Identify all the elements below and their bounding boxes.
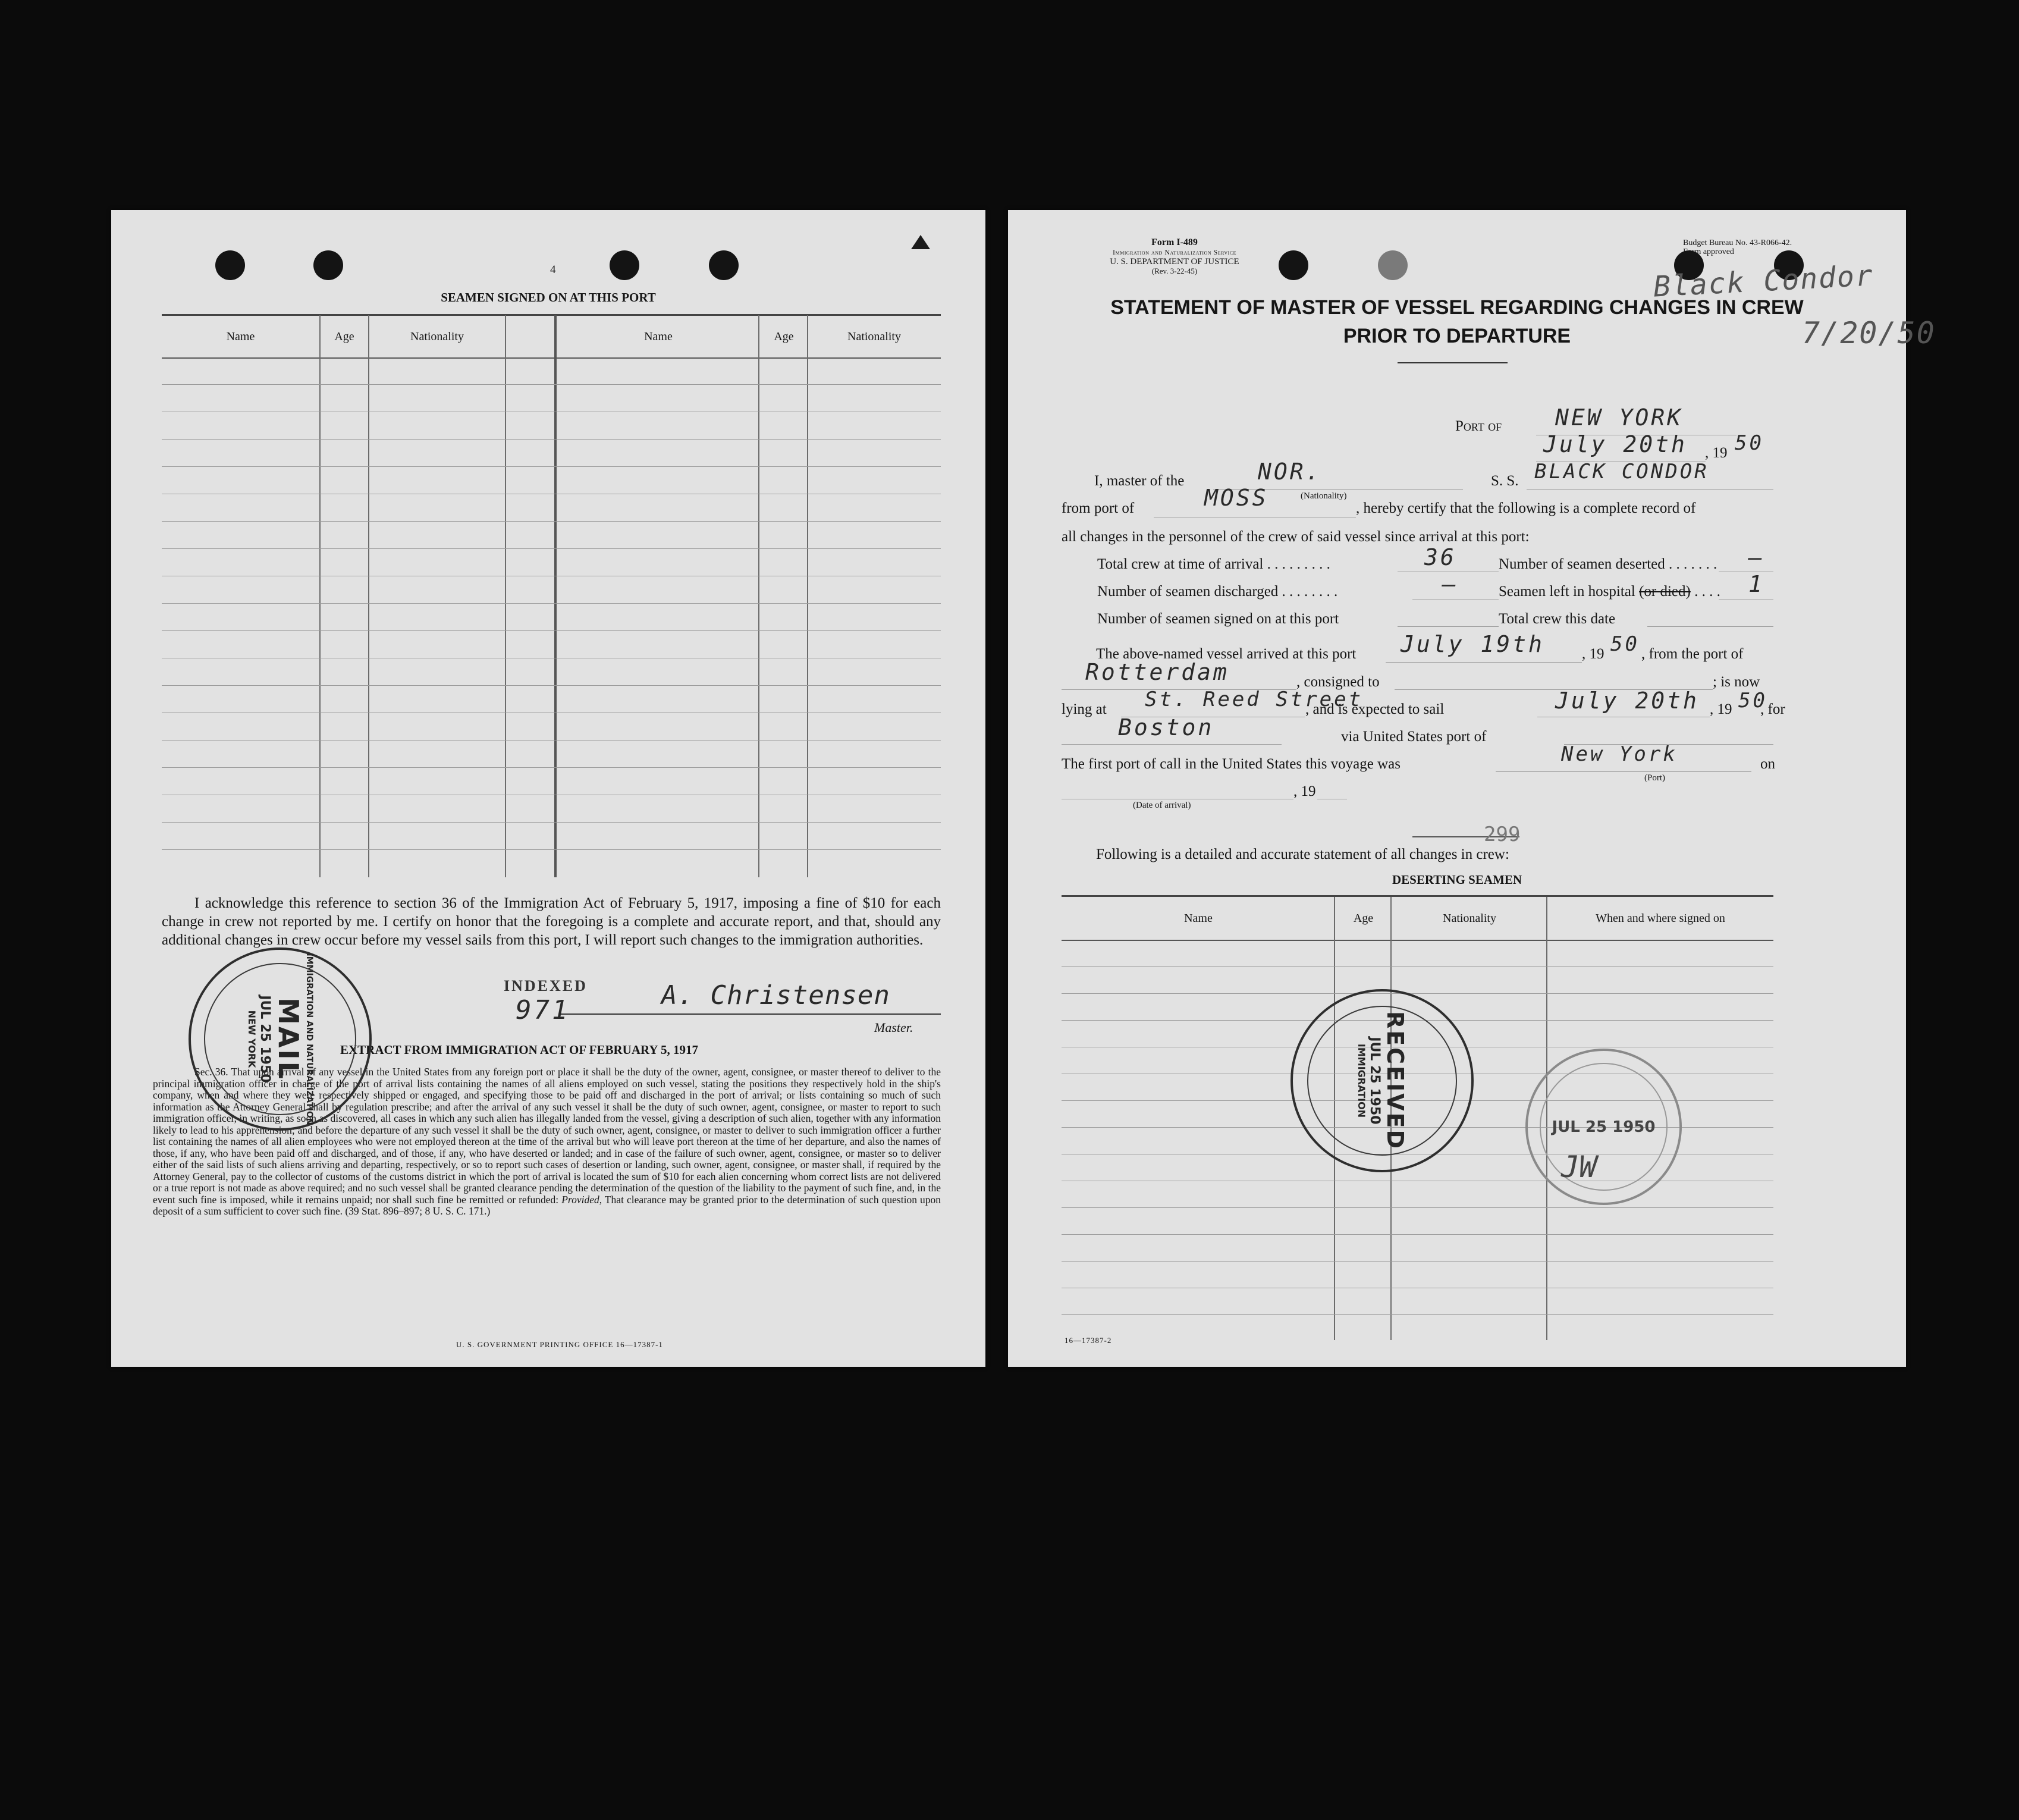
stamp-text: JUL 25 1950 (258, 995, 272, 1083)
margin-note-vessel: Black Condor (1652, 259, 1874, 304)
year-prefix: , 19 (1582, 646, 1604, 662)
col-divider (505, 315, 506, 877)
budget-line: Form approved (1683, 247, 1734, 256)
col-header-name: Name (226, 330, 255, 343)
nationality-caption: (Nationality) (1301, 491, 1347, 501)
vessel-name: BLACK CONDOR (1534, 460, 1709, 484)
stamp-ring (1540, 1063, 1668, 1191)
first-port-label: The first port of call in the United States this voyage was (1062, 756, 1401, 772)
section-title: SEAMEN SIGNED ON AT THIS PORT (441, 290, 656, 305)
lying-at-value: St. Reed Street (1145, 688, 1364, 711)
deserted-label: Number of seamen deserted . . . . . . . (1499, 556, 1717, 572)
col-header-nationality: Nationality (410, 330, 464, 343)
budget-bureau-note (1683, 239, 1792, 256)
fill-line (1062, 744, 1282, 745)
hospital-label-dots: . . . . (1694, 583, 1720, 600)
from-port-value: MOSS (1204, 485, 1268, 511)
port-value: NEW YORK (1555, 404, 1684, 431)
first-port-value: New York (1561, 742, 1678, 766)
fill-line (1647, 626, 1773, 627)
table-top-rule (1062, 895, 1773, 897)
title-rule (1398, 362, 1508, 363)
from-port-label: from port of (1062, 500, 1135, 516)
arrived-label: The above-named vessel arrived at this port (1096, 646, 1357, 662)
budget-line: Budget Bureau No. 43-R066-42. (1683, 239, 1792, 247)
year-blank: , 19 (1293, 783, 1316, 799)
following-text: Following is a detailed and accurate statement of all changes in crew: (1096, 846, 1509, 862)
table-row (162, 685, 941, 686)
fill-line (1527, 489, 1773, 490)
signed-on-label: Number of seamen signed on at this port (1097, 611, 1339, 627)
table-row (162, 548, 941, 549)
table-row (1062, 993, 1773, 994)
title-line: STATEMENT OF MASTER OF VESSEL REGARDING CHANGES IN CREW (1110, 296, 1804, 319)
discharged-label: Number of seamen discharged . . . . . . . . (1097, 583, 1338, 600)
total-crew-arrival-label: Total crew at time of arrival . . . . . . . . . (1097, 556, 1330, 572)
port-caption: (Port) (1644, 773, 1665, 783)
master-of-label: I, master of the (1094, 473, 1185, 489)
certify-text: , hereby certify that the following is a complete record of (1356, 500, 1696, 516)
extract-title: EXTRACT FROM IMMIGRATION ACT OF FEBRUARY 5, 1917 (340, 1043, 699, 1057)
ss-label: S. S. (1491, 473, 1519, 489)
total-crew-arrival-value: 36 (1424, 544, 1456, 570)
for-label: , for (1760, 701, 1785, 717)
discharged-value: — (1442, 571, 1458, 597)
deserted-value: — (1748, 544, 1764, 570)
table-row (162, 630, 941, 631)
form-header (1044, 238, 1305, 276)
stamp-text: IMMIGRATION (1356, 1043, 1367, 1118)
margin-note-date: 7/20/50 (1802, 316, 1936, 350)
header-rule (162, 357, 941, 359)
table-row (162, 521, 941, 522)
title-line: PRIOR TO DEPARTURE (1343, 325, 1571, 347)
nationality-value: NOR. (1258, 459, 1322, 485)
stamped-number: 299 (1484, 823, 1521, 846)
index-number: 971 (516, 995, 570, 1025)
form-title (1008, 293, 1906, 350)
hospital-label (1499, 583, 1720, 600)
faint-date-stamp (1525, 1049, 1682, 1205)
punch-hole (610, 250, 639, 280)
col-divider (807, 315, 808, 877)
header-rule (1062, 940, 1773, 941)
year-suffix: 50 (1735, 431, 1764, 455)
mail-date-stamp (189, 947, 372, 1131)
stamp-text: NEW YORK (246, 1010, 258, 1068)
master-signature: A. Christensen (661, 980, 890, 1011)
punch-hole (709, 250, 739, 280)
date-of-arrival-caption: (Date of arrival) (1133, 801, 1191, 810)
sail-year: 50 (1738, 689, 1767, 713)
table-row (162, 603, 941, 604)
table-row (162, 384, 941, 385)
fill-line (1496, 771, 1751, 772)
via-label: via United States port of (1341, 729, 1487, 745)
triangle-mark-icon (911, 235, 930, 249)
indexed-stamp: INDEXED (504, 977, 588, 994)
stamp-text: MAIL (272, 997, 304, 1081)
deserting-title: DESERTING SEAMEN (1392, 873, 1522, 887)
col-header-age: Age (1353, 912, 1374, 925)
stamp-ring (1307, 1006, 1457, 1156)
agency-line: U. S. DEPARTMENT OF JUSTICE (1110, 257, 1239, 266)
table-row (162, 439, 941, 440)
col-header-name: Name (644, 330, 673, 343)
signature-line (560, 1013, 941, 1015)
page-number: 4 (550, 263, 556, 276)
col-header-nationality: Nationality (847, 330, 901, 343)
acknowledgement-text: I acknowledge this reference to section 36 of the Immigration Act of February 5, 1917, imposing a fine of $10 for each change in crew not reported by me. I certify on honor that the foregoing is a complete and accurate report, and that, should any additional changes in crew occur before my vessel sails from this port, I will report such changes to the immigration authorities. (162, 895, 941, 948)
sail-value: July 20th (1555, 688, 1699, 714)
printer-note: 16—17387-2 (1065, 1336, 1112, 1345)
table-row (1062, 1234, 1773, 1235)
stamp-text: IMMIGRATION AND NATURALIZATION (304, 953, 314, 1125)
stamp-text: RECEIVED (1382, 1011, 1408, 1151)
stamp-initials: JW (1561, 1150, 1597, 1184)
agency-line: (Rev. 3-22-45) (1151, 266, 1198, 275)
stamp-ring (204, 963, 356, 1115)
lying-at-label: lying at (1062, 701, 1107, 717)
date-value: July 20th (1543, 431, 1687, 457)
col-header-age: Age (334, 330, 354, 343)
extract-body: Sec. 36. That upon arrival of any vessel in the United States from any foreign port or place it shall be the duty of the owner, agent, consignee, or master thereof to deliver to the principal immigration officer in charge of the port of arrival lists containing the names of all aliens employed on such vessel, stating the positions they respectively hold in the ship's company, when and where they were respectively shipped or engaged, and specifying those to be paid off and discharged in the port of arrival; or lists containing so much of such information as the Attorney General shall by regulation prescribe; and after the arrival of any such vessel it shall be the duty of such owner, agent, consignee, or master to report to such immigration officer, in writing, as soon as discovered, all cases in which any such alien has illegally landed from the vessel, giving a description of such alien, together with any information likely to lead to his apprehension; and before the departure of any such vessel it shall be the duty of such owner, agent, consignee, or master to deliver to such immigration officer a further list containing the names of all alien employees who were not employed thereon at the time of the arrival but who will leave port thereon at the time of her departure, and also the names of those, if any, who have been paid off and discharged, and of those, if any, who have deserted or landed; and in case of the failure of such owner, agent, consignee, or master so to deliver either of the said lists of such aliens arriving and departing, respectively, or so to report such cases of desertion or landing, such owner, agent, consignee, or master shall, if required by the Attorney General, pay to the collector of customs of the customs district in which the port of arrival is located the sum of $10 for each alien concerning whom correct lists are not delivered or a true report is not made as above required; and no such vessel shall be granted clearance pending the determination of the question of the liability to the payment of such fine, and, in the event such fine is imposed, while it remains unpaid; nor shall such fine be remitted or refunded: (153, 1066, 941, 1206)
right-page (1008, 210, 1936, 1367)
certify-text-2: all changes in the personnel of the crew of said vessel since arrival at this port: (1062, 529, 1530, 545)
stamp-text: JUL 25 1950 (1552, 1118, 1656, 1136)
col-header-age: Age (774, 330, 794, 343)
table-row (1062, 1314, 1773, 1315)
form-number: Form I-489 (1151, 237, 1198, 247)
table-top-rule (162, 314, 941, 316)
total-crew-date-label: Total crew this date (1499, 611, 1616, 627)
hospital-label-text: Seamen left in hospital (1499, 583, 1635, 600)
col-header-name: Name (1184, 912, 1213, 925)
table-row (162, 767, 941, 768)
table-row (1062, 1261, 1773, 1262)
year-prefix: , 19 (1710, 701, 1732, 717)
is-now-label: ; is now (1713, 674, 1760, 690)
signature-label: Master. (874, 1020, 913, 1035)
col-header-when-where: When and where signed on (1596, 912, 1725, 925)
stamp-text: JUL 25 1950 (1367, 1037, 1382, 1125)
consigned-label: , consigned to (1296, 674, 1380, 690)
punch-hole (1378, 250, 1408, 280)
left-page (111, 210, 985, 1367)
from-port-of-label: , from the port of (1641, 646, 1744, 662)
table-row (162, 822, 941, 823)
fill-line (1386, 662, 1582, 663)
col-divider (319, 315, 321, 877)
year-prefix: , 19 (1705, 445, 1728, 461)
destination-value: Boston (1118, 714, 1214, 740)
extract-proviso: Provided, (561, 1193, 602, 1206)
expected-label: , and is expected to sail (1305, 701, 1445, 717)
arrived-from-value: Rotterdam (1085, 659, 1229, 685)
arrived-value: July 19th (1401, 631, 1544, 657)
table-row (162, 466, 941, 467)
hospital-value: 1 (1748, 571, 1764, 597)
punch-hole (313, 250, 343, 280)
fill-line (1398, 626, 1499, 627)
printer-note: U. S. GOVERNMENT PRINTING OFFICE 16—17387-1 (456, 1340, 663, 1349)
col-divider (758, 315, 759, 877)
table-row (162, 849, 941, 850)
punch-hole (215, 250, 245, 280)
col-divider (368, 315, 369, 877)
port-label: Port of (1455, 418, 1502, 434)
col-header-nationality: Nationality (1443, 912, 1496, 925)
table-row (1062, 1207, 1773, 1208)
agency-line: Immigration and Naturalization Service (1112, 248, 1236, 256)
on-label: on (1760, 756, 1775, 772)
hospital-label-struck: (or died) (1639, 583, 1691, 600)
col-divider (554, 315, 557, 877)
received-stamp (1290, 989, 1474, 1172)
extract-tail: That clearance may be granted prior to the determination of such question upon deposit of a sum sufficient to cover such fine. (39 Stat. 896–897; 8 U. S. C. 171.) (153, 1193, 941, 1217)
arrived-year: 50 (1610, 632, 1640, 656)
